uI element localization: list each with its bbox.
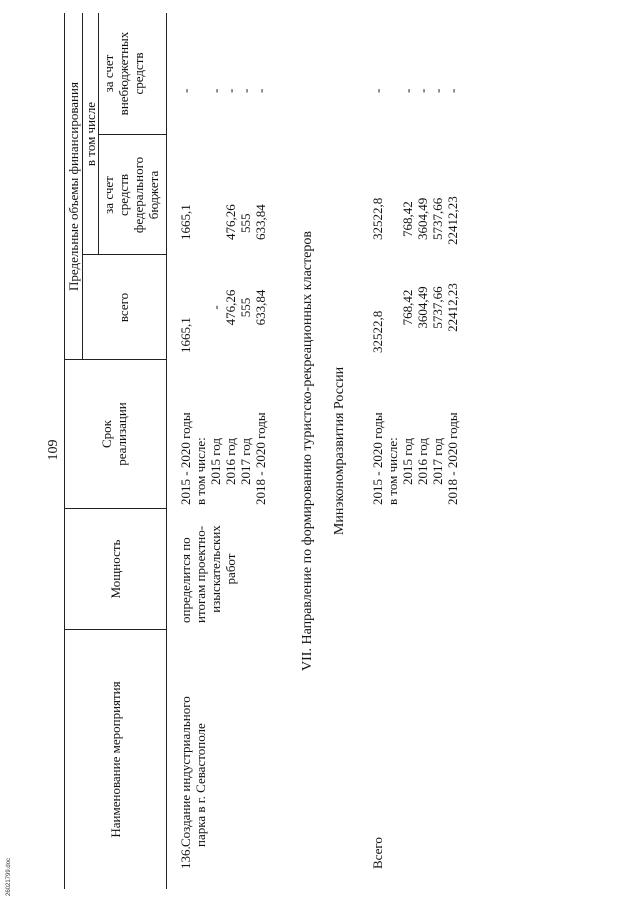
header-extra-2: внебюджетных	[116, 31, 131, 116]
total-extra-0: -	[370, 88, 385, 93]
row136-extra-3: -	[223, 88, 238, 93]
total-period-2: 2015 год	[400, 438, 415, 485]
row136-total-5: 633,84	[253, 289, 268, 326]
ministry-title: Минэкономразвития России	[332, 366, 347, 536]
header-federal-2: средств	[116, 173, 131, 217]
total-total-5: 22412,23	[445, 283, 460, 332]
total-period-5: 2018 - 2020 годы	[445, 412, 460, 505]
total-period-0: 2015 - 2020 годы	[370, 412, 385, 505]
header-federal-4: бюджета	[146, 170, 161, 220]
file-name-label: 26021799.doc	[6, 857, 12, 896]
row136-total-4: 555	[238, 297, 253, 318]
total-federal-2: 768,42	[400, 201, 415, 237]
header-capacity: Мощность	[108, 539, 123, 599]
row136-period-5: 2018 - 2020 годы	[253, 412, 268, 505]
row136-capacity-1: определится по	[178, 537, 193, 623]
total-extra-4: -	[430, 88, 445, 93]
total-label: Всего	[370, 837, 385, 869]
total-federal-4: 5737,66	[430, 197, 445, 240]
total-total-2: 768,42	[400, 289, 415, 326]
total-federal-0: 32522,8	[370, 197, 385, 240]
table-top-border	[64, 13, 65, 889]
row136-federal-0: 1665,1	[178, 204, 193, 240]
row136-total-3: 476,26	[223, 289, 238, 326]
header-including: в том числе	[83, 101, 98, 167]
header-extra-1: за счет	[101, 54, 116, 93]
row136-extra-0: -	[178, 88, 193, 93]
total-extra-2: -	[400, 88, 415, 93]
row136-number: 136.	[178, 846, 193, 869]
row136-federal-3: 476,26	[223, 204, 238, 240]
header-federal-1: за счет	[101, 176, 116, 214]
row136-federal-5: 633,84	[253, 204, 268, 240]
row136-extra-2: -	[208, 88, 223, 93]
total-period-1: в том числе:	[385, 437, 400, 505]
header-federal-3: федерального	[131, 156, 146, 234]
total-extra-3: -	[415, 88, 430, 93]
page-number: 109	[46, 439, 61, 461]
row136-period-1: в том числе:	[193, 437, 208, 505]
row136-extra-4: -	[238, 88, 253, 93]
total-total-3: 3604,49	[415, 286, 430, 329]
row136-name-1: Создание индустриального	[178, 696, 193, 847]
row136-capacity-4: работ	[223, 553, 238, 585]
row136-period-3: 2016 год	[223, 438, 238, 485]
header-name: Наименование мероприятия	[108, 681, 123, 838]
table-header-bottom	[166, 13, 167, 889]
row136-period-2: 2015 год	[208, 438, 223, 485]
header-total: всего	[116, 292, 131, 323]
total-extra-5: -	[445, 88, 460, 93]
row136-capacity-2: итогам проектно-	[193, 525, 208, 623]
row136-total-2: -	[208, 305, 223, 310]
total-period-4: 2017 год	[430, 438, 445, 485]
total-total-4: 5737,66	[430, 286, 445, 329]
row136-extra-5: -	[253, 88, 268, 93]
total-period-3: 2016 год	[415, 438, 430, 485]
row136-federal-4: 555	[238, 213, 253, 233]
row136-total-0: 1665,1	[178, 317, 193, 353]
row136-period-0: 2015 - 2020 годы	[178, 412, 193, 505]
header-period-1: Срок	[99, 420, 114, 448]
header-period-2: реализации	[114, 402, 129, 466]
section-title: VII. Направление по формированию туристско-рекреационных кластеров	[300, 231, 315, 671]
total-federal-5: 22412,23	[445, 196, 460, 245]
total-federal-3: 3604,49	[415, 197, 430, 240]
row136-name-2: парка в г. Севастополе	[193, 723, 208, 847]
header-extra-3: средств	[131, 52, 146, 95]
row136-period-4: 2017 год	[238, 438, 253, 485]
total-total-0: 32522,8	[370, 310, 385, 353]
header-funding: Предельные объемы финансирования	[66, 82, 81, 291]
row136-capacity-3: изыскательских	[208, 525, 223, 613]
